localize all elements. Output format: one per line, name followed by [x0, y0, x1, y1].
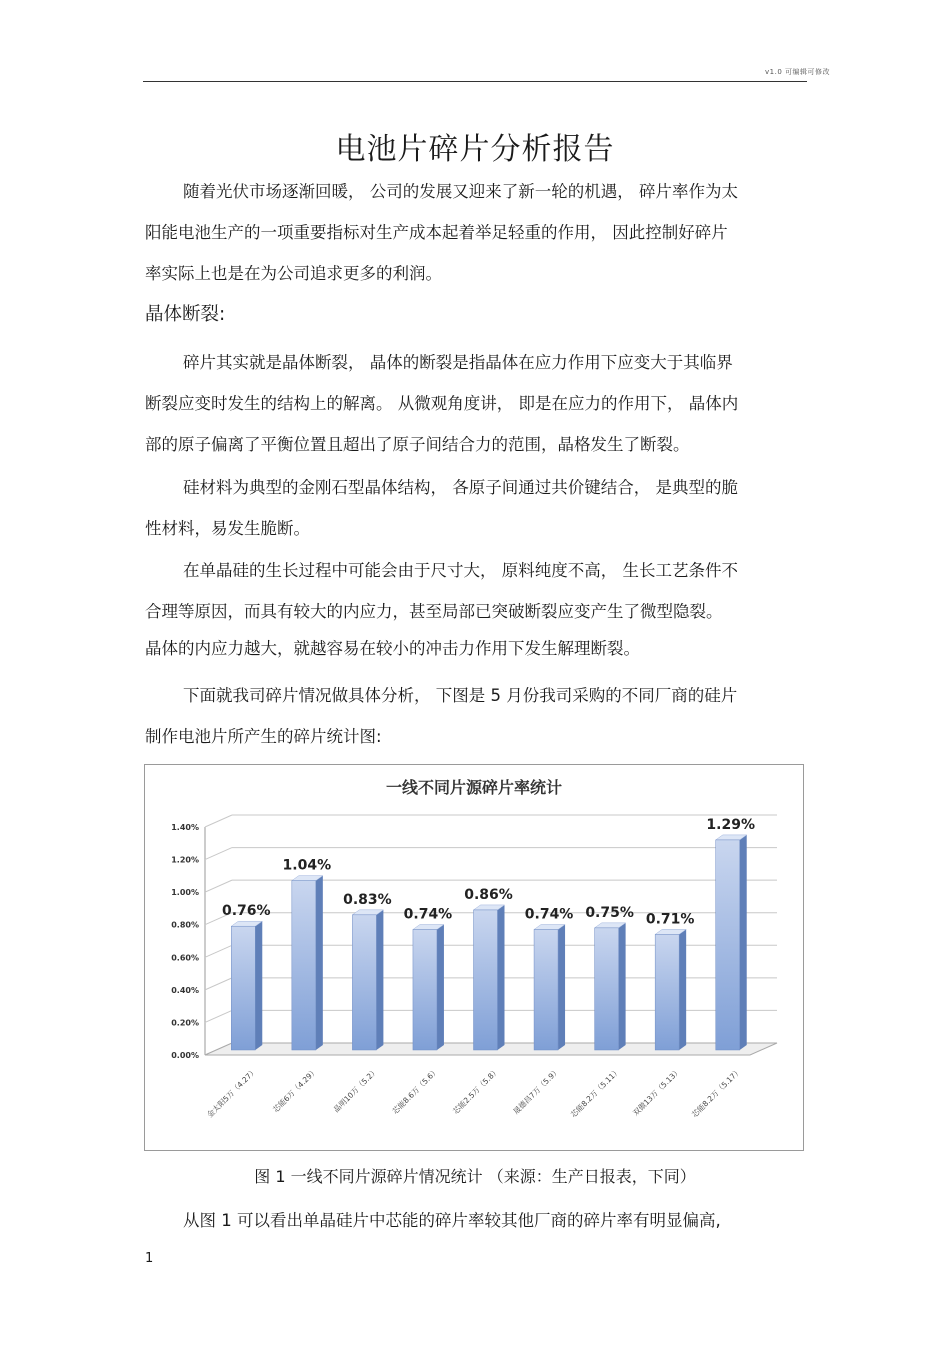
x-tick-label: 金太阳5万（4.27）	[205, 1066, 259, 1120]
y-tick-label: 0.60%	[171, 953, 199, 963]
data-label: 0.75%	[585, 904, 634, 921]
x-tick-label: 芯能8.6万（5.6）	[390, 1066, 441, 1116]
figure-caption: 图 1 一线不同片源碎片情况统计 （来源：生产日报表，下同）	[254, 1167, 696, 1186]
y-tick-label: 0.20%	[171, 1018, 199, 1028]
gridline-wall	[205, 1010, 232, 1022]
bar	[231, 926, 255, 1050]
y-tick-label: 1.00%	[171, 888, 199, 898]
x-tick-label: 芯能8.2万（5.11）	[568, 1066, 623, 1120]
chart-title: 一线不同片源碎片率统计	[385, 778, 563, 797]
gridline-wall	[205, 880, 232, 892]
data-label: 0.86%	[464, 886, 513, 903]
bar-side	[255, 921, 262, 1050]
bar-side	[316, 876, 323, 1050]
p1-line-1: 碎片其实就是晶体断裂， 晶体的断裂是指晶体在应力作用下应变大于其临界	[183, 353, 733, 372]
bar-side	[558, 924, 565, 1050]
paragraph-4	[145, 675, 807, 757]
bar-side	[376, 910, 383, 1050]
section-heading: 晶体断裂:	[145, 304, 226, 325]
p2-line-1: 硅材料为典型的金刚石型晶体结构， 各原子间通过共价键结合， 是典型的脆	[183, 478, 738, 497]
bar	[292, 881, 316, 1050]
intro-line-3: 率实际上也是在为公司追求更多的利润。	[145, 264, 442, 283]
intro-paragraph	[145, 171, 807, 294]
bar	[595, 928, 619, 1050]
y-tick-label: 0.00%	[171, 1051, 199, 1060]
bar-side	[437, 924, 444, 1050]
data-label: 0.83%	[343, 891, 392, 908]
paragraph-3	[145, 550, 807, 666]
bar	[534, 929, 558, 1050]
bar-side	[498, 905, 505, 1050]
x-tick-label: 芯能6万（4.29）	[271, 1066, 320, 1115]
p1-line-2: 断裂应变时发生的结构上的解离。 从微观角度讲， 即是在应力的作用下， 晶体内	[145, 394, 739, 413]
p3-line-2: 合理等原因，而具有较大的内应力，甚至局部已突破断裂应变产生了微型隐裂。	[145, 602, 723, 621]
header-rule	[143, 81, 807, 82]
x-tick-label: 双傲13万（5.13）	[631, 1066, 683, 1118]
p4-line-1: 下面就我司碎片情况做具体分析， 下图是 5 月份我司采购的不同厂商的硅片	[183, 686, 738, 705]
p4-line-2: 制作电池片所产生的碎片统计图:	[145, 727, 382, 746]
x-tick-label: 晟德昌7万（5.9）	[511, 1066, 562, 1117]
bar	[352, 915, 376, 1050]
paragraph-2	[145, 467, 807, 549]
p3-line-3: 晶体的内应力越大，就越容易在较小的冲击力作用下发生解理断裂。	[145, 639, 640, 658]
x-tick-label: 芯能2.5万（5.8）	[451, 1066, 501, 1116]
y-tick-label: 1.40%	[171, 823, 199, 832]
data-label: 0.71%	[645, 911, 695, 928]
data-label: 0.74%	[403, 906, 453, 923]
data-label: 0.74%	[524, 906, 574, 923]
p3-line-1: 在单晶硅的生长过程中可能会由于尺寸大， 原料纯度不高， 生长工艺条件不	[183, 561, 738, 580]
gridline-wall	[205, 848, 232, 860]
data-label: 1.04%	[282, 857, 332, 874]
data-label: 0.76%	[221, 903, 271, 920]
data-label: 1.29%	[706, 816, 756, 833]
p5-line-1: 从图 1 可以看出单晶硅片中芯能的碎片率较其他厂商的碎片率有明显偏高,	[183, 1211, 721, 1230]
bar	[716, 840, 740, 1050]
gridline-wall	[205, 945, 232, 957]
x-tick-label: 芯能8.2万（5.17）	[690, 1066, 744, 1120]
bar-chart-svg	[145, 765, 803, 1150]
y-tick-label: 1.20%	[171, 855, 199, 865]
bar-side	[619, 923, 626, 1050]
document-title: 电池片碎片分析报告	[335, 132, 615, 167]
p2-line-2: 性材料，易发生脆断。	[145, 519, 310, 538]
p1-line-3: 部的原子偏离了平衡位置且超出了原子间结合力的范围，晶格发生了断裂。	[145, 435, 690, 454]
intro-line-1: 随着光伏市场逐渐回暖， 公司的发展又迎来了新一轮的机遇， 碎片率作为太	[183, 182, 738, 201]
gridline-wall	[205, 815, 232, 827]
gridline-wall	[205, 978, 232, 990]
x-tick-label: 晶明10万（5.2）	[331, 1066, 380, 1115]
paragraph-5	[145, 1200, 807, 1241]
header-version: v1.0 可编辑可修改	[765, 68, 830, 76]
bar-chart	[144, 764, 804, 1151]
bar-side	[740, 835, 747, 1050]
bar	[655, 934, 679, 1050]
y-tick-label: 0.40%	[171, 985, 199, 995]
bar	[413, 929, 437, 1050]
page-number: 1	[145, 1251, 154, 1266]
bar	[474, 910, 498, 1050]
paragraph-1	[145, 342, 807, 465]
bar-side	[679, 929, 686, 1050]
intro-line-2: 阳能电池生产的一项重要指标对生产成本起着举足轻重的作用， 因此控制好碎片	[145, 223, 728, 242]
y-tick-label: 0.80%	[171, 920, 199, 930]
